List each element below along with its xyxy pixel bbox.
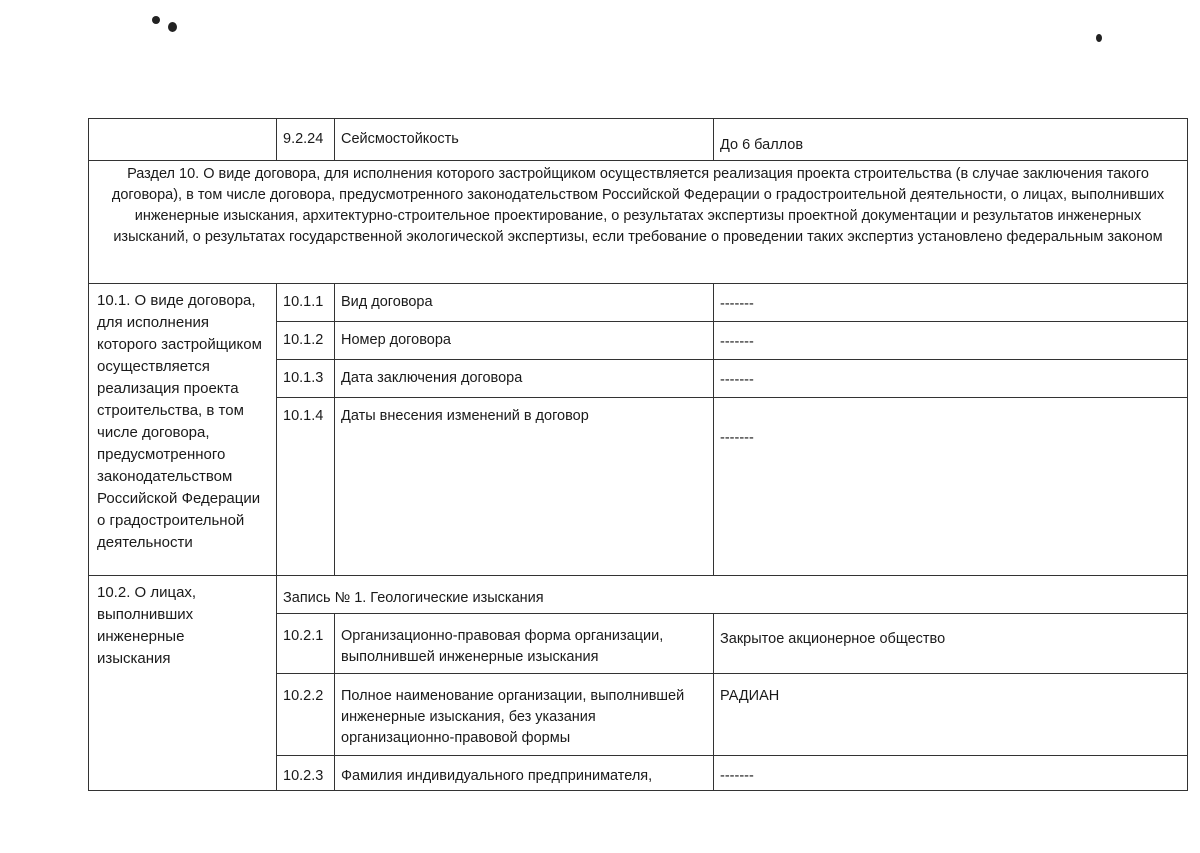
item-code: 10.1.3	[276, 359, 335, 398]
section-title: Раздел 10. О виде договора, для исполнения которого застройщиком осуществляется реализация проекта строительства (в случае заключения такого договора), в том числе договора, предусмотренного законодательством Российской Федерации о градостроительной деятельности, о лицах, выполнивших инженерные изыскания, архитектурно-строительное проектирование, о результатах экспертизы проектной документации и результатов инженерных изысканий, о результатах государственной экологической экспертизы, если требование о проведении таких экспертиз установлено федеральным законом	[88, 160, 1188, 284]
item-value: -------	[713, 397, 1188, 576]
item-label: Номер договора	[334, 321, 714, 360]
scan-speck	[168, 22, 177, 32]
item-code: 9.2.24	[276, 118, 335, 161]
item-label: Сейсмостойкость	[334, 118, 714, 161]
item-value: -------	[713, 283, 1188, 322]
group-title: 10.2. О лицах, выполнивших инженерные изыскания	[88, 575, 277, 791]
scan-speck	[152, 16, 160, 24]
scan-speck	[1096, 34, 1102, 42]
item-value: РАДИАН	[713, 673, 1188, 756]
item-code: 10.1.2	[276, 321, 335, 360]
item-code: 10.2.1	[276, 613, 335, 674]
group-title: 10.1. О виде договора, для исполнения которого застройщиком осуществляется реализация проекта строительства, в том числе договора, предусмотренного законодательством Российской Федерации о градостроительной деятельности	[88, 283, 277, 576]
item-value: -------	[713, 321, 1188, 360]
item-label: Полное наименование организации, выполнившей инженерные изыскания, без указания организационно-правовой формы	[334, 673, 714, 756]
item-value: -------	[713, 755, 1188, 791]
item-label: Фамилия индивидуального предпринимателя,	[334, 755, 714, 791]
record-title: Запись № 1. Геологические изыскания	[276, 575, 1188, 614]
item-value: До 6 баллов	[713, 118, 1188, 161]
empty-cell	[88, 118, 277, 161]
item-code: 10.1.4	[276, 397, 335, 576]
item-code: 10.2.2	[276, 673, 335, 756]
item-label: Вид договора	[334, 283, 714, 322]
item-label: Даты внесения изменений в договор	[334, 397, 714, 576]
item-label: Организационно-правовая форма организации, выполнившей инженерные изыскания	[334, 613, 714, 674]
item-value: Закрытое акционерное общество	[713, 613, 1188, 674]
item-label: Дата заключения договора	[334, 359, 714, 398]
item-code: 10.1.1	[276, 283, 335, 322]
item-value: -------	[713, 359, 1188, 398]
item-code: 10.2.3	[276, 755, 335, 791]
